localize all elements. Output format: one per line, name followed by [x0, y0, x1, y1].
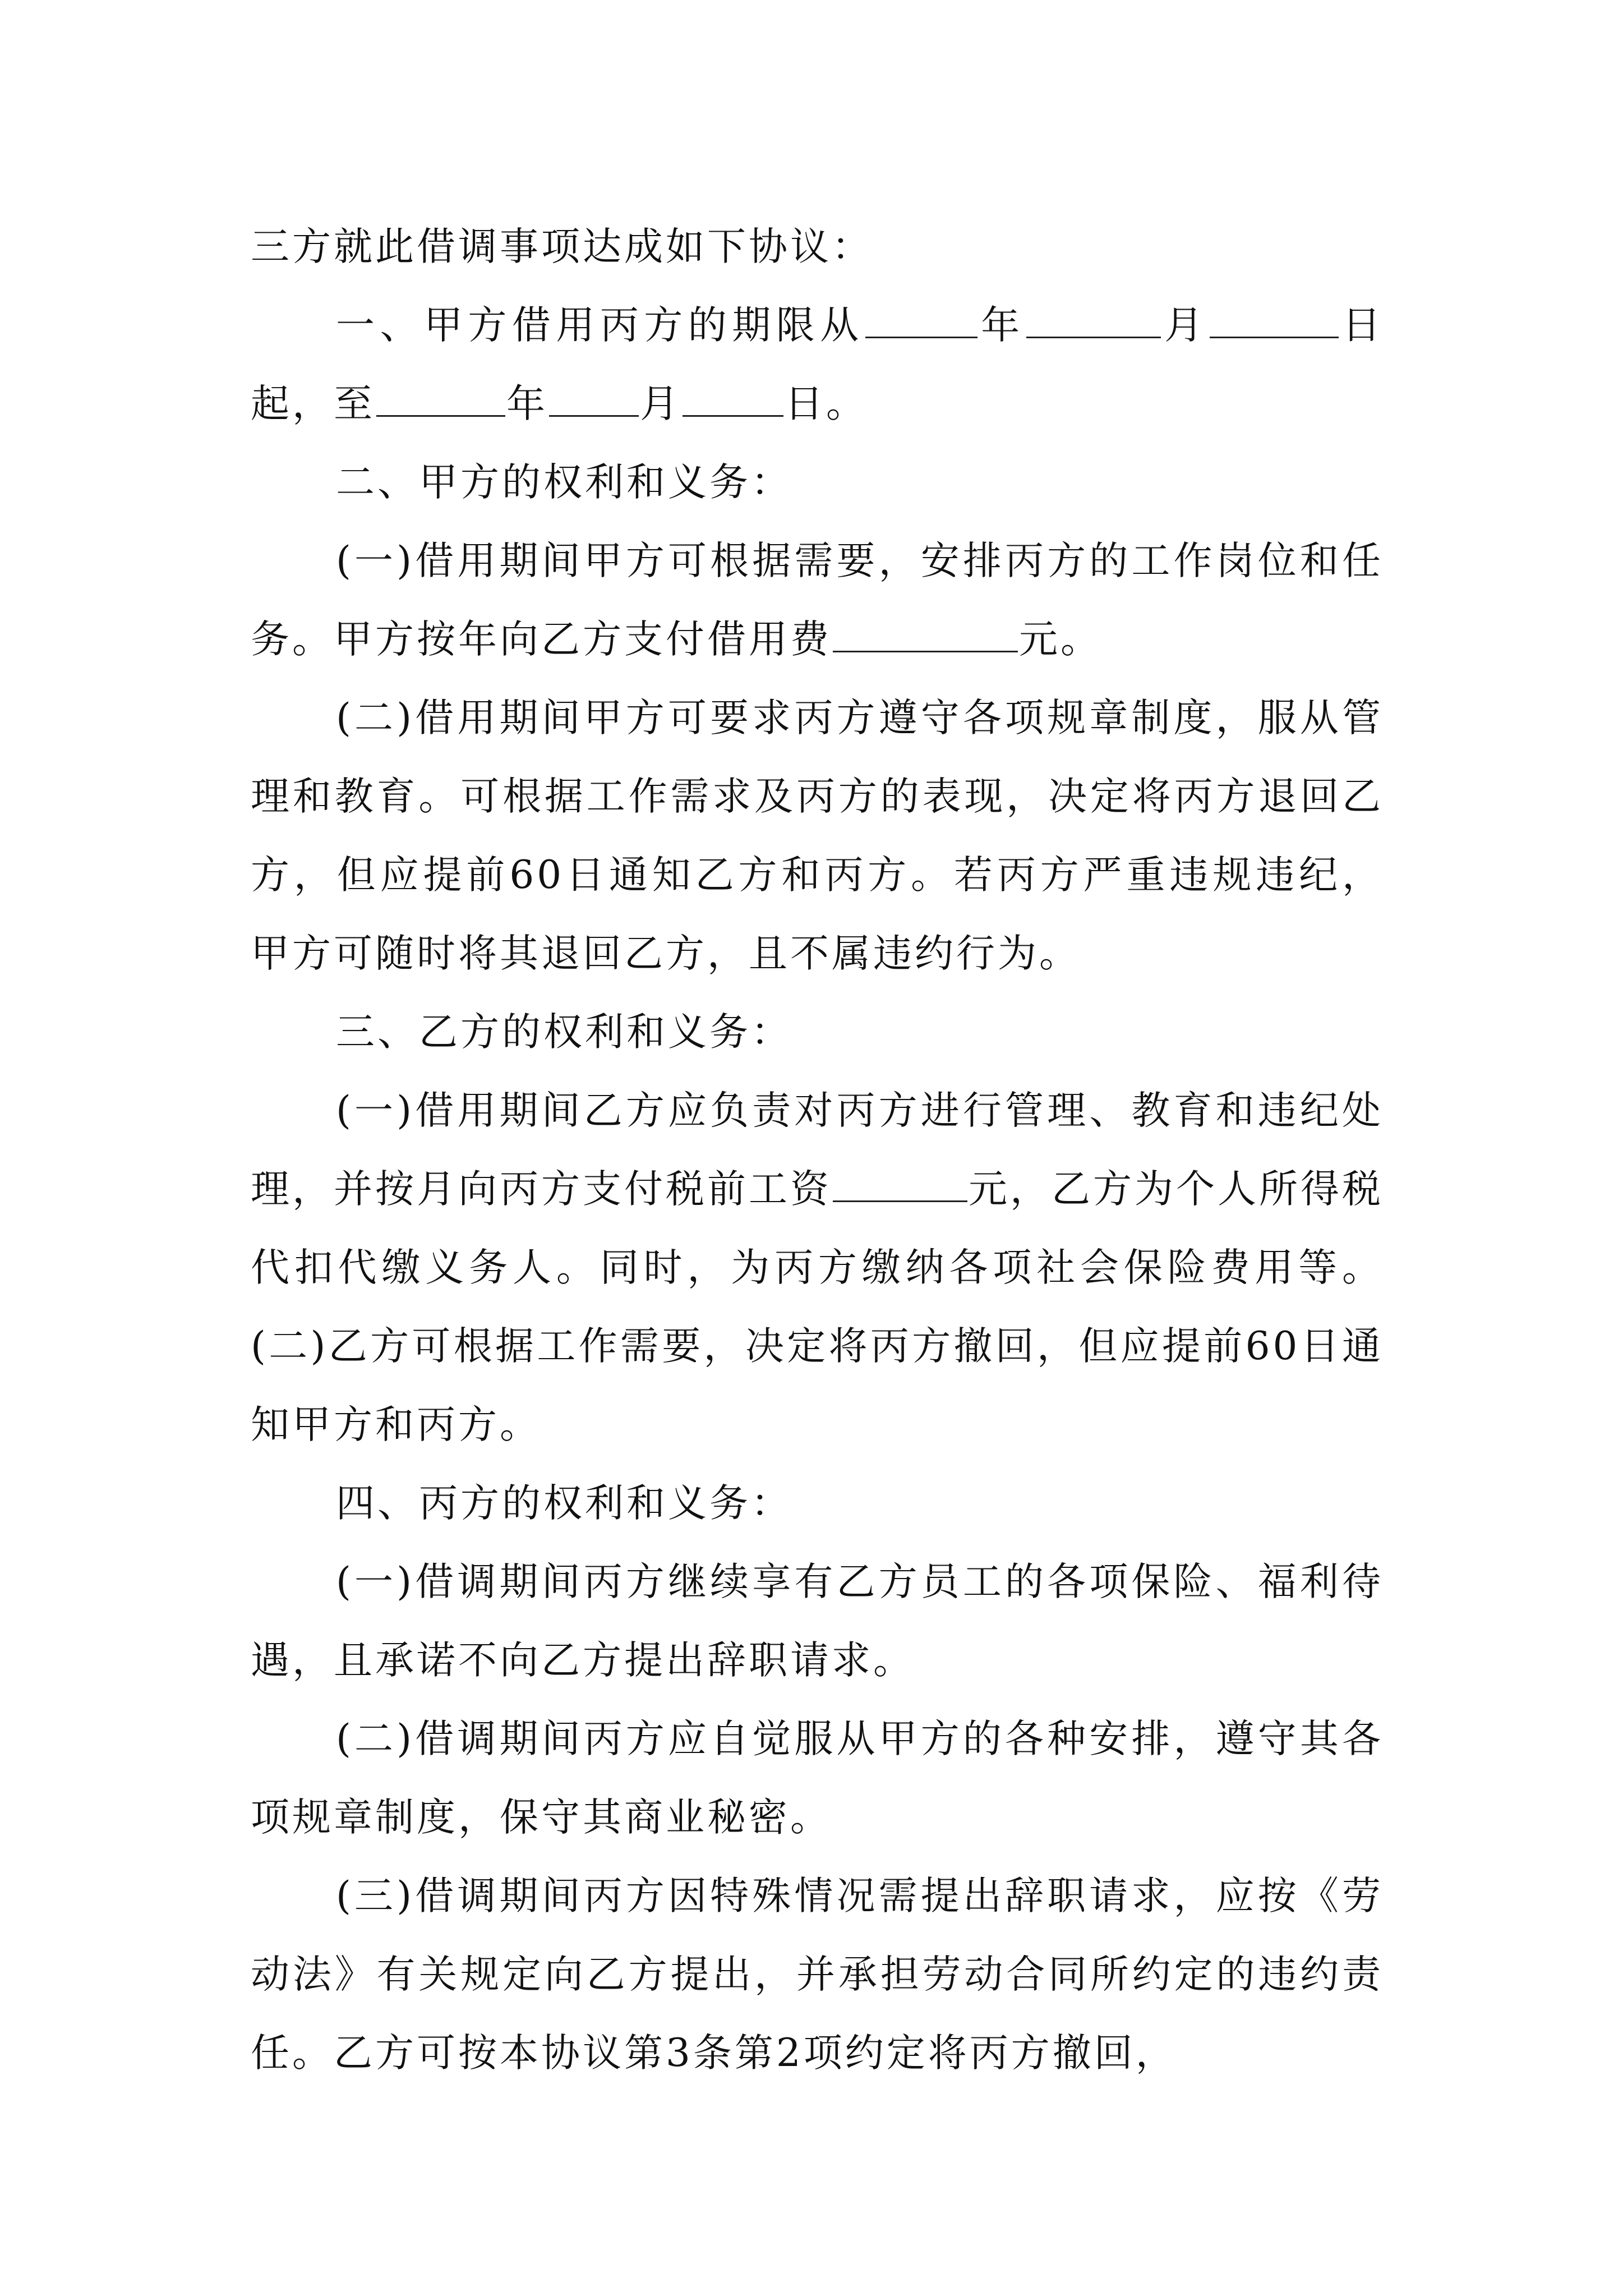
clause-1-text-a: 一、甲方借用丙方的期限从: [336, 303, 864, 348]
intro-text: 三方就此借调事项达成如下协议：: [251, 224, 873, 269]
clause-4-item-3-text: (三)借调期间丙方因特殊情况需提出辞职请求，应按《劳动法》有关规定向乙方提出，并承担劳动合同所约定的违约责任。乙方可按本协议第3条第2项约定将丙方撤回，: [251, 1874, 1384, 2076]
clause-1-text-c: 月: [1161, 303, 1209, 348]
start-day-blank: [1210, 303, 1339, 338]
clause-2-item-1-text: (一)借用期间甲方可根据需要，安排丙方的工作岗位和任务。甲方按年向乙方支付借用费: [251, 539, 1384, 662]
clause-4-item-2: [251, 1700, 1384, 1857]
clause-3-item-1-text: (一)借用期间乙方应负责对丙方进行管理、教育和违纪处理，并按月向丙方支付税前工资: [251, 1088, 1384, 1212]
clause-4-item-2-text: (二)借调期间丙方应自觉服从甲方的各种安排，遵守其各项规章制度，保守其商业秘密。: [251, 1717, 1384, 1840]
borrowing-fee-blank: [833, 617, 1018, 652]
end-month-blank: [549, 381, 639, 417]
agreement-body: [251, 208, 1384, 2092]
clause-2-item-2-text: (二)借用期间甲方可要求丙方遵守各项规章制度，服从管理和教育。可根据工作需求及丙方的表现，决定将丙方退回乙方，但应提前60日通知乙方和丙方。若丙方严重违规违纪，甲方可随时将其退回乙方，且不属违约行为。: [251, 696, 1384, 976]
start-year-blank: [865, 303, 978, 338]
clause-1-text-e: 年: [506, 381, 548, 426]
clause-2-heading: [251, 443, 1384, 522]
clause-2-item-1-unit: 元。: [1019, 617, 1102, 662]
clause-3-heading-text: 三、乙方的权利和义务：: [336, 1010, 792, 1055]
clause-1-text-g: 日。: [785, 381, 868, 426]
clause-2-item-2: [251, 679, 1384, 993]
clause-1-term: [251, 286, 1384, 443]
clause-3-item-1-rest: 元，乙方为个人所得税代扣代缴义务人。同时，为丙方缴纳各项社会保险费用等。 (二)乙方可根据工作需要，决定将丙方撤回，但应提前60日通知甲方和丙方。: [251, 1167, 1384, 1447]
start-month-blank: [1026, 303, 1161, 338]
intro-paragraph: [251, 208, 1384, 286]
clause-1-text-f: 月: [640, 381, 681, 426]
clause-4-item-1: [251, 1543, 1384, 1700]
clause-3-items: [251, 1071, 1384, 1464]
clause-4-heading-text: 四、丙方的权利和义务：: [336, 1481, 792, 1526]
end-year-blank: [376, 381, 505, 417]
clause-1-text-d: 日起，至: [251, 303, 1384, 426]
clause-3-heading: [251, 993, 1384, 1071]
clause-2-heading-text: 二、甲方的权利和义务：: [336, 460, 792, 505]
clause-2-item-1: [251, 522, 1384, 679]
clause-4-item-1-text: (一)借调期间丙方继续享有乙方员工的各项保险、福利待遇，且承诺不向乙方提出辞职请求。: [251, 1559, 1384, 1683]
end-day-blank: [683, 381, 783, 417]
clause-1-text-b: 年: [978, 303, 1025, 348]
clause-4-item-3: [251, 1857, 1384, 2092]
salary-blank: [833, 1167, 967, 1202]
clause-4-heading: [251, 1464, 1384, 1543]
